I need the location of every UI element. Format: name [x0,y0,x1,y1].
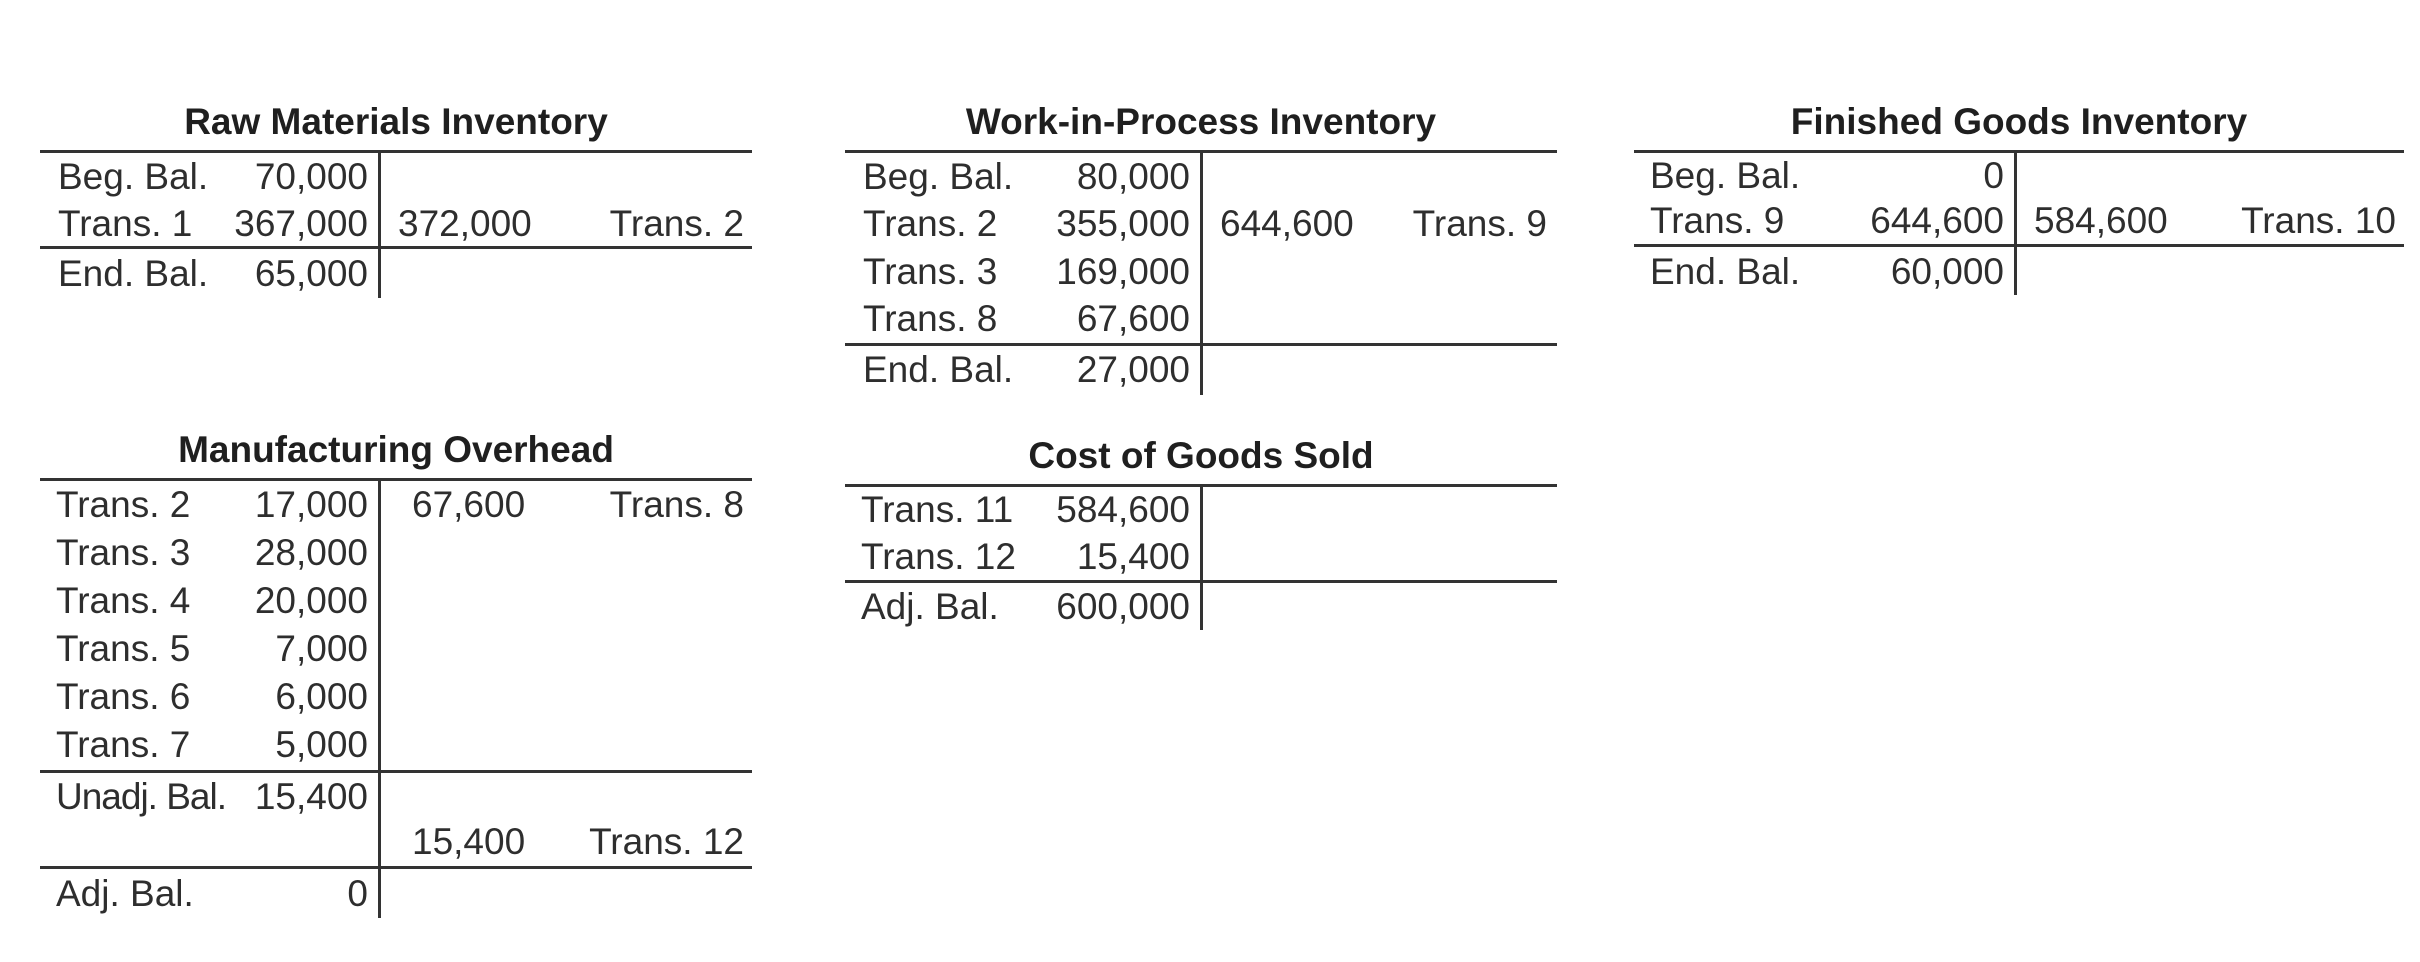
work-in-process-inventory-account [845,101,1557,400]
debit-label: Trans. 5 [56,628,191,669]
debit-label: Trans. 3 [863,251,998,292]
debit-label: Adj. Bal. [861,586,999,627]
credit-label: Trans. 8 [609,484,744,525]
debit-amount: 67,600 [1076,298,1190,339]
debit-label: Unadj. Bal. [56,776,226,817]
debit-label: Beg. Bal. [58,156,209,197]
debit-label: End. Bal. [1650,251,1801,292]
debit-label: Trans. 7 [56,724,191,765]
debit-amount: 17,000 [254,484,368,525]
balance-rule [40,866,752,869]
t-account-divider [1200,484,1203,630]
debit-amount: 20,000 [254,580,368,621]
cost-of-goods-sold-account [845,435,1557,634]
debit-amount: 644,600 [1870,200,2004,241]
account-title: Manufacturing Overhead [178,429,614,470]
credit-amount: 644,600 [1220,203,1354,244]
debit-amount: 60,000 [1890,251,2004,292]
account-title: Raw Materials Inventory [184,101,608,142]
credit-label: Trans. 9 [1412,203,1547,244]
debit-label: Trans. 3 [56,532,191,573]
debit-amount: 80,000 [1076,156,1190,197]
credit-label: Trans. 2 [609,203,744,244]
credit-amount: 67,600 [412,484,526,525]
debit-label: Trans. 1 [58,203,193,244]
t-account-divider [2014,150,2017,295]
t-account-divider [1200,150,1203,395]
debit-amount: 28,000 [254,532,368,573]
debit-label: Trans. 2 [863,203,998,244]
debit-amount: 584,600 [1056,489,1190,530]
debit-amount: 27,000 [1076,349,1190,390]
debit-amount: 15,400 [1076,536,1190,577]
debit-amount: 0 [1983,155,2004,196]
debit-amount: 600,000 [1056,586,1190,627]
credit-label: Trans. 10 [2241,200,2396,241]
debit-label: End. Bal. [863,349,1014,390]
debit-label: Trans. 4 [56,580,191,621]
account-title: Cost of Goods Sold [1028,435,1374,476]
t-account-divider [378,478,381,918]
debit-amount: 70,000 [254,156,368,197]
debit-amount: 0 [347,873,368,914]
raw-materials-inventory-account [40,101,752,310]
manufacturing-overhead-account [40,429,752,928]
debit-amount: 15,400 [254,776,368,817]
debit-amount: 169,000 [1056,251,1190,292]
debit-amount: 6,000 [275,676,368,717]
credit-label: Trans. 12 [589,821,744,862]
debit-label: Trans. 2 [56,484,191,525]
debit-label: Beg. Bal. [863,156,1014,197]
finished-goods-inventory-account [1634,101,2404,300]
credit-amount: 584,600 [2034,200,2168,241]
debit-label: Trans. 11 [861,489,1014,530]
debit-label: Trans. 12 [861,536,1016,577]
debit-label: Trans. 9 [1650,200,1785,241]
debit-amount: 367,000 [234,203,368,244]
debit-amount: 7,000 [275,628,368,669]
debit-label: Beg. Bal. [1650,155,1801,196]
t-account-divider [378,150,381,298]
credit-amount: 15,400 [412,821,526,862]
debit-label: End. Bal. [58,253,209,294]
debit-amount: 355,000 [1056,203,1190,244]
debit-amount: 65,000 [254,253,368,294]
account-title: Work-in-Process Inventory [965,101,1437,142]
account-title: Finished Goods Inventory [1790,101,2248,142]
debit-label: Trans. 8 [863,298,998,339]
debit-amount: 5,000 [275,724,368,765]
debit-label: Adj. Bal. [56,873,194,914]
debit-label: Trans. 6 [56,676,191,717]
credit-amount: 372,000 [398,203,532,244]
